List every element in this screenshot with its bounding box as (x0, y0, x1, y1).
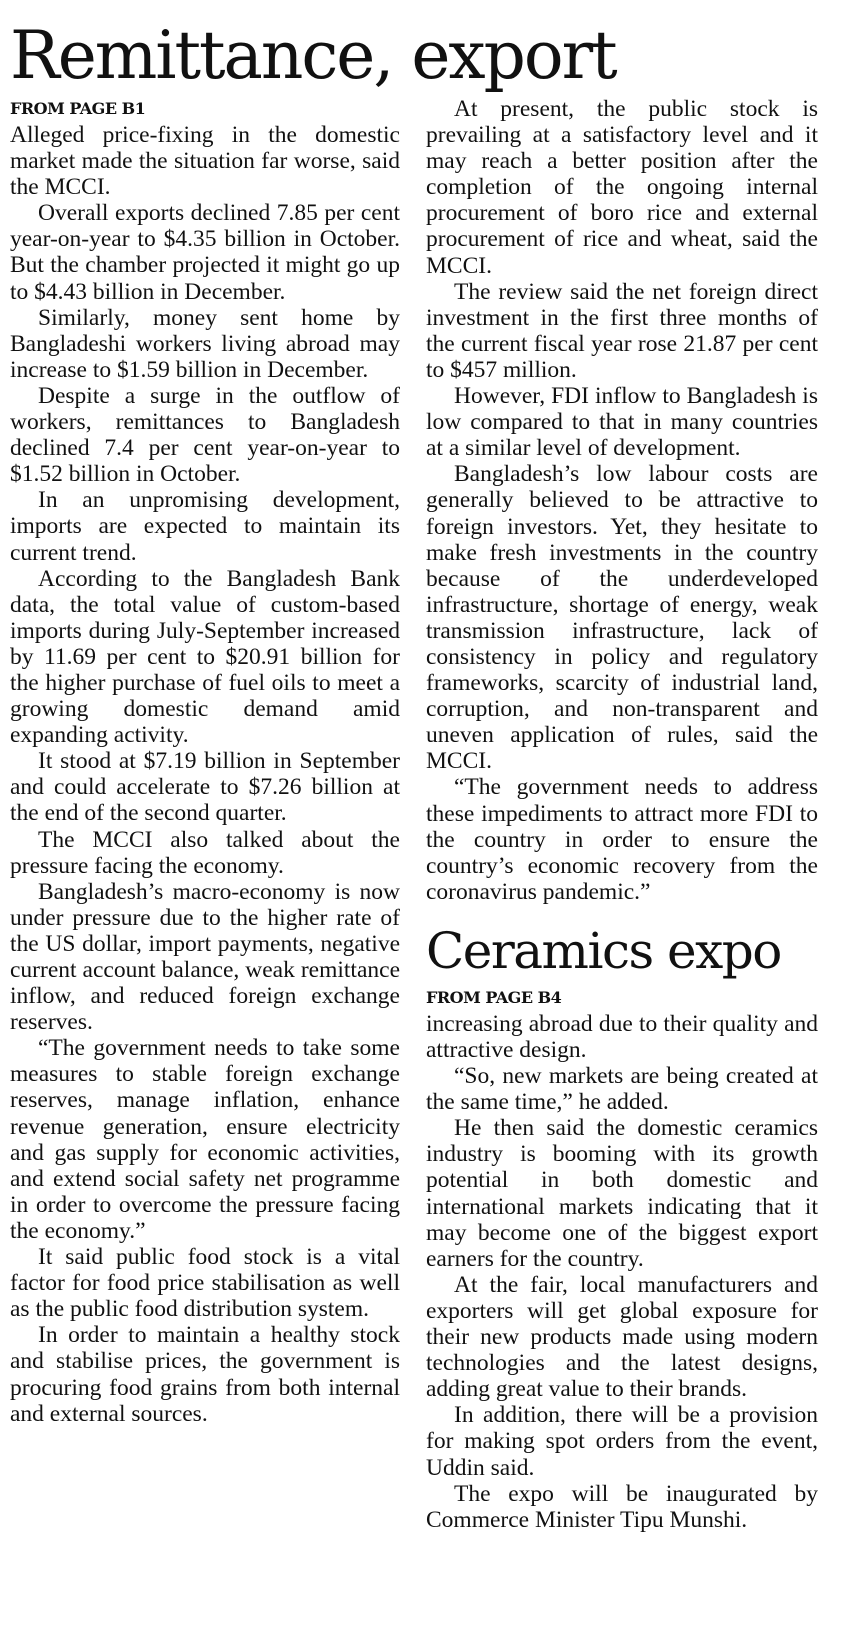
paragraph: “So, new markets are being created at the same time,” he added. (426, 1063, 818, 1116)
paragraph: At present, the public stock is prevailing at a satisfactory level and it may reach a better position after the completion of the ongoing internal procurement of boro rice and external procurement of rice and wheat, said the MCCI. (426, 96, 818, 279)
paragraph: It said public food stock is a vital factor for food price stabilisation as well as the public food distribution system. (10, 1244, 400, 1323)
paragraph: “The government needs to address these impediments to attract more FDI to the country in order to ensure the country’s economic recovery from the coronavirus pandemic.” (426, 774, 818, 905)
paragraph: Alleged price-fixing in the domestic market made the situation far worse, said the MCCI. (10, 122, 400, 201)
paragraph: According to the Bangladesh Bank data, the total value of custom-based imports during July-September increased by 11.69 per cent to $20.91 billion for the higher purchase of fuel oils to meet a growing domestic demand amid expanding activity. (10, 565, 400, 749)
paragraph: The review said the net foreign direct investment in the first three months of the current fiscal year rose 21.87 per cent to $457 million. (426, 278, 818, 383)
paragraph: In addition, there will be a provision for making spot orders from the event, Uddin said. (426, 1402, 818, 1481)
paragraph: The MCCI also talked about the pressure facing the economy. (10, 826, 400, 879)
paragraph: In an unpromising development, imports are expected to maintain its current trend. (10, 487, 400, 566)
right-column (426, 96, 818, 1533)
jump-line-page-b1: FROM PAGE B1 (10, 99, 146, 118)
paragraph: However, FDI inflow to Bangladesh is low compared to that in many countries at a similar level of development. (426, 383, 818, 462)
article1-left-column (10, 96, 400, 1427)
headline-remittance-export: Remittance, export (10, 17, 616, 94)
paragraph: At the fair, local manufacturers and exporters will get global exposure for their new products made using modern technologies and the latest designs, adding great value to their brands. (426, 1271, 818, 1403)
paragraph: It stood at $7.19 billion in September and could accelerate to $7.26 billion at the end of the second quarter. (10, 748, 400, 827)
headline-ceramics-expo: Ceramics expo (426, 921, 781, 980)
paragraph: He then said the domestic ceramics industry is booming with its growth potential in both domestic and international markets indicating that it may become one of the biggest export earners for the country. (426, 1115, 818, 1272)
paragraph: Similarly, money sent home by Bangladeshi workers living abroad may increase to $1.59 billion in December. (10, 304, 400, 383)
paragraph: increasing abroad due to their quality and attractive design. (426, 1010, 818, 1063)
paragraph: Despite a surge in the outflow of workers, remittances to Bangladesh declined 7.4 per cent year-on-year to $1.52 billion in October. (10, 382, 400, 488)
paragraph: “The government needs to take some measures to stable foreign exchange reserves, manage inflation, enhance revenue generation, ensure electricity and gas supply for economic activities, and extend social safety net programme in order to overcome the pressure facing the economy.” (10, 1035, 400, 1244)
paragraph: Overall exports declined 7.85 per cent year-on-year to $4.35 billion in October. But the chamber projected it might go up to $4.43 billion in December. (10, 200, 400, 305)
paragraph: Bangladesh’s macro-economy is now under pressure due to the higher rate of the US dollar, import payments, negative current account balance, weak remittance inflow, and reduced foreign exchange reserves. (10, 878, 400, 1036)
paragraph: The expo will be inaugurated by Commerce Minister Tipu Munshi. (426, 1480, 818, 1533)
jump-line-page-b4: FROM PAGE B4 (426, 987, 562, 1007)
paragraph: Bangladesh’s low labour costs are generally believed to be attractive to foreign investors. Yet, they hesitate to make fresh investments in the country because of the underdeveloped infrastructure, shortage of energy, weak transmission infrastructure, lack of consistency in policy and regulatory frameworks, scarcity of industrial land, corruption, and non-transparent and uneven application of rules, said the MCCI. (426, 461, 818, 775)
paragraph: In order to maintain a healthy stock and stabilise prices, the government is procuring food grains from both internal and external sources. (10, 1322, 400, 1427)
